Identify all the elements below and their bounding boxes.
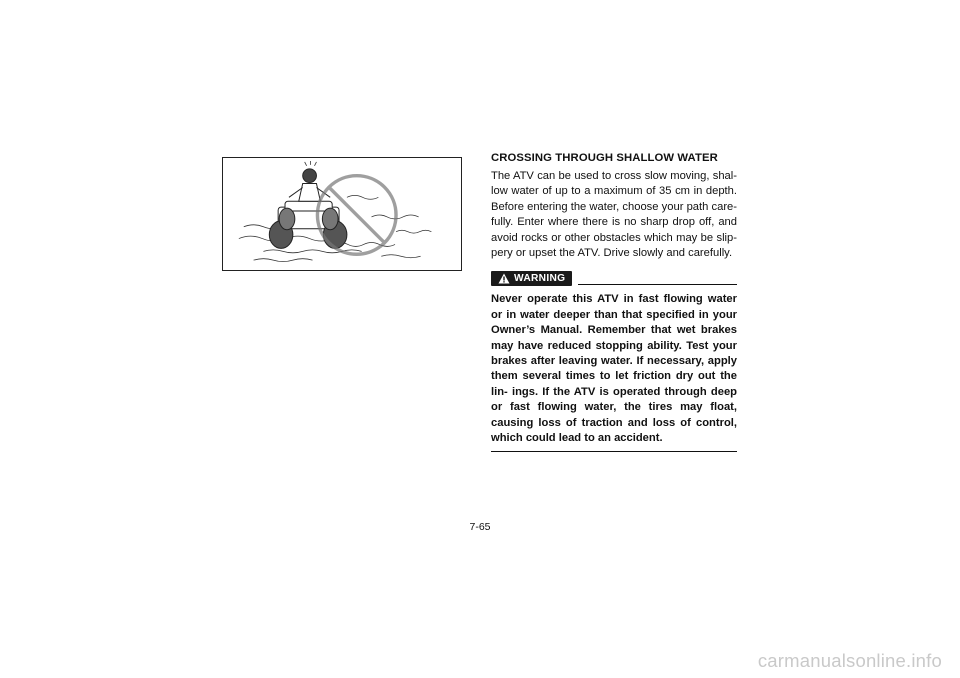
page-number: [0, 521, 960, 533]
warning-badge: [491, 271, 572, 286]
warning-line-text: may have reduced stopping ability. Test your: [491, 339, 737, 352]
warning-line-text: brakes after leaving water. If necessary, apply: [491, 355, 737, 368]
warning-line-text: could lead to an accident.: [525, 432, 663, 445]
section-heading: CROSSING THROUGH SHALLOW WATER: [491, 152, 718, 164]
body-line: low water of up to a maximum of 35 cm in depth.: [491, 185, 737, 198]
body-line: Before entering the water, choose your path care-: [491, 200, 737, 213]
warning-divider: [578, 284, 737, 285]
warning-header: [491, 270, 737, 286]
body-line: fully. Enter where there is no sharp drop off, and: [491, 216, 737, 229]
body-line: The ATV can be used to cross slow moving, shal-: [491, 170, 737, 182]
warning-line-text: loss of traction and loss of control, which: [491, 416, 738, 445]
body-line: avoid rocks or other obstacles which may be slip-: [491, 231, 737, 244]
atv-in-water-prohibited-illustration: [223, 158, 461, 270]
warning-label: WARNING: [514, 272, 566, 284]
warning-line-text: Never operate this ATV in fast flowing water or: [491, 293, 737, 321]
watermark: carmanualsonline.info: [757, 650, 942, 671]
content-column: [491, 152, 737, 452]
warning-line-text: fast flowing water, the tires may float, causing: [491, 401, 738, 429]
page-number-text: 7-65: [469, 521, 491, 533]
warning-line-text: Owner’s Manual. Remember that wet brakes: [491, 324, 737, 337]
warning-text: [491, 292, 737, 446]
warning-bottom-rule: [491, 451, 737, 452]
warning-line-text: ings. If the ATV is operated through deep or: [491, 385, 738, 414]
body-line: pery or upset the ATV. Drive slowly and carefully.: [491, 247, 733, 260]
warning-line-text: in water deeper than that specified in your: [506, 308, 738, 321]
atv-water-illustration: [222, 157, 462, 271]
section-body: [491, 169, 737, 261]
warning-line-text: them several times to let friction dry out the lin-: [491, 370, 737, 398]
warning-triangle-icon: [498, 273, 510, 284]
